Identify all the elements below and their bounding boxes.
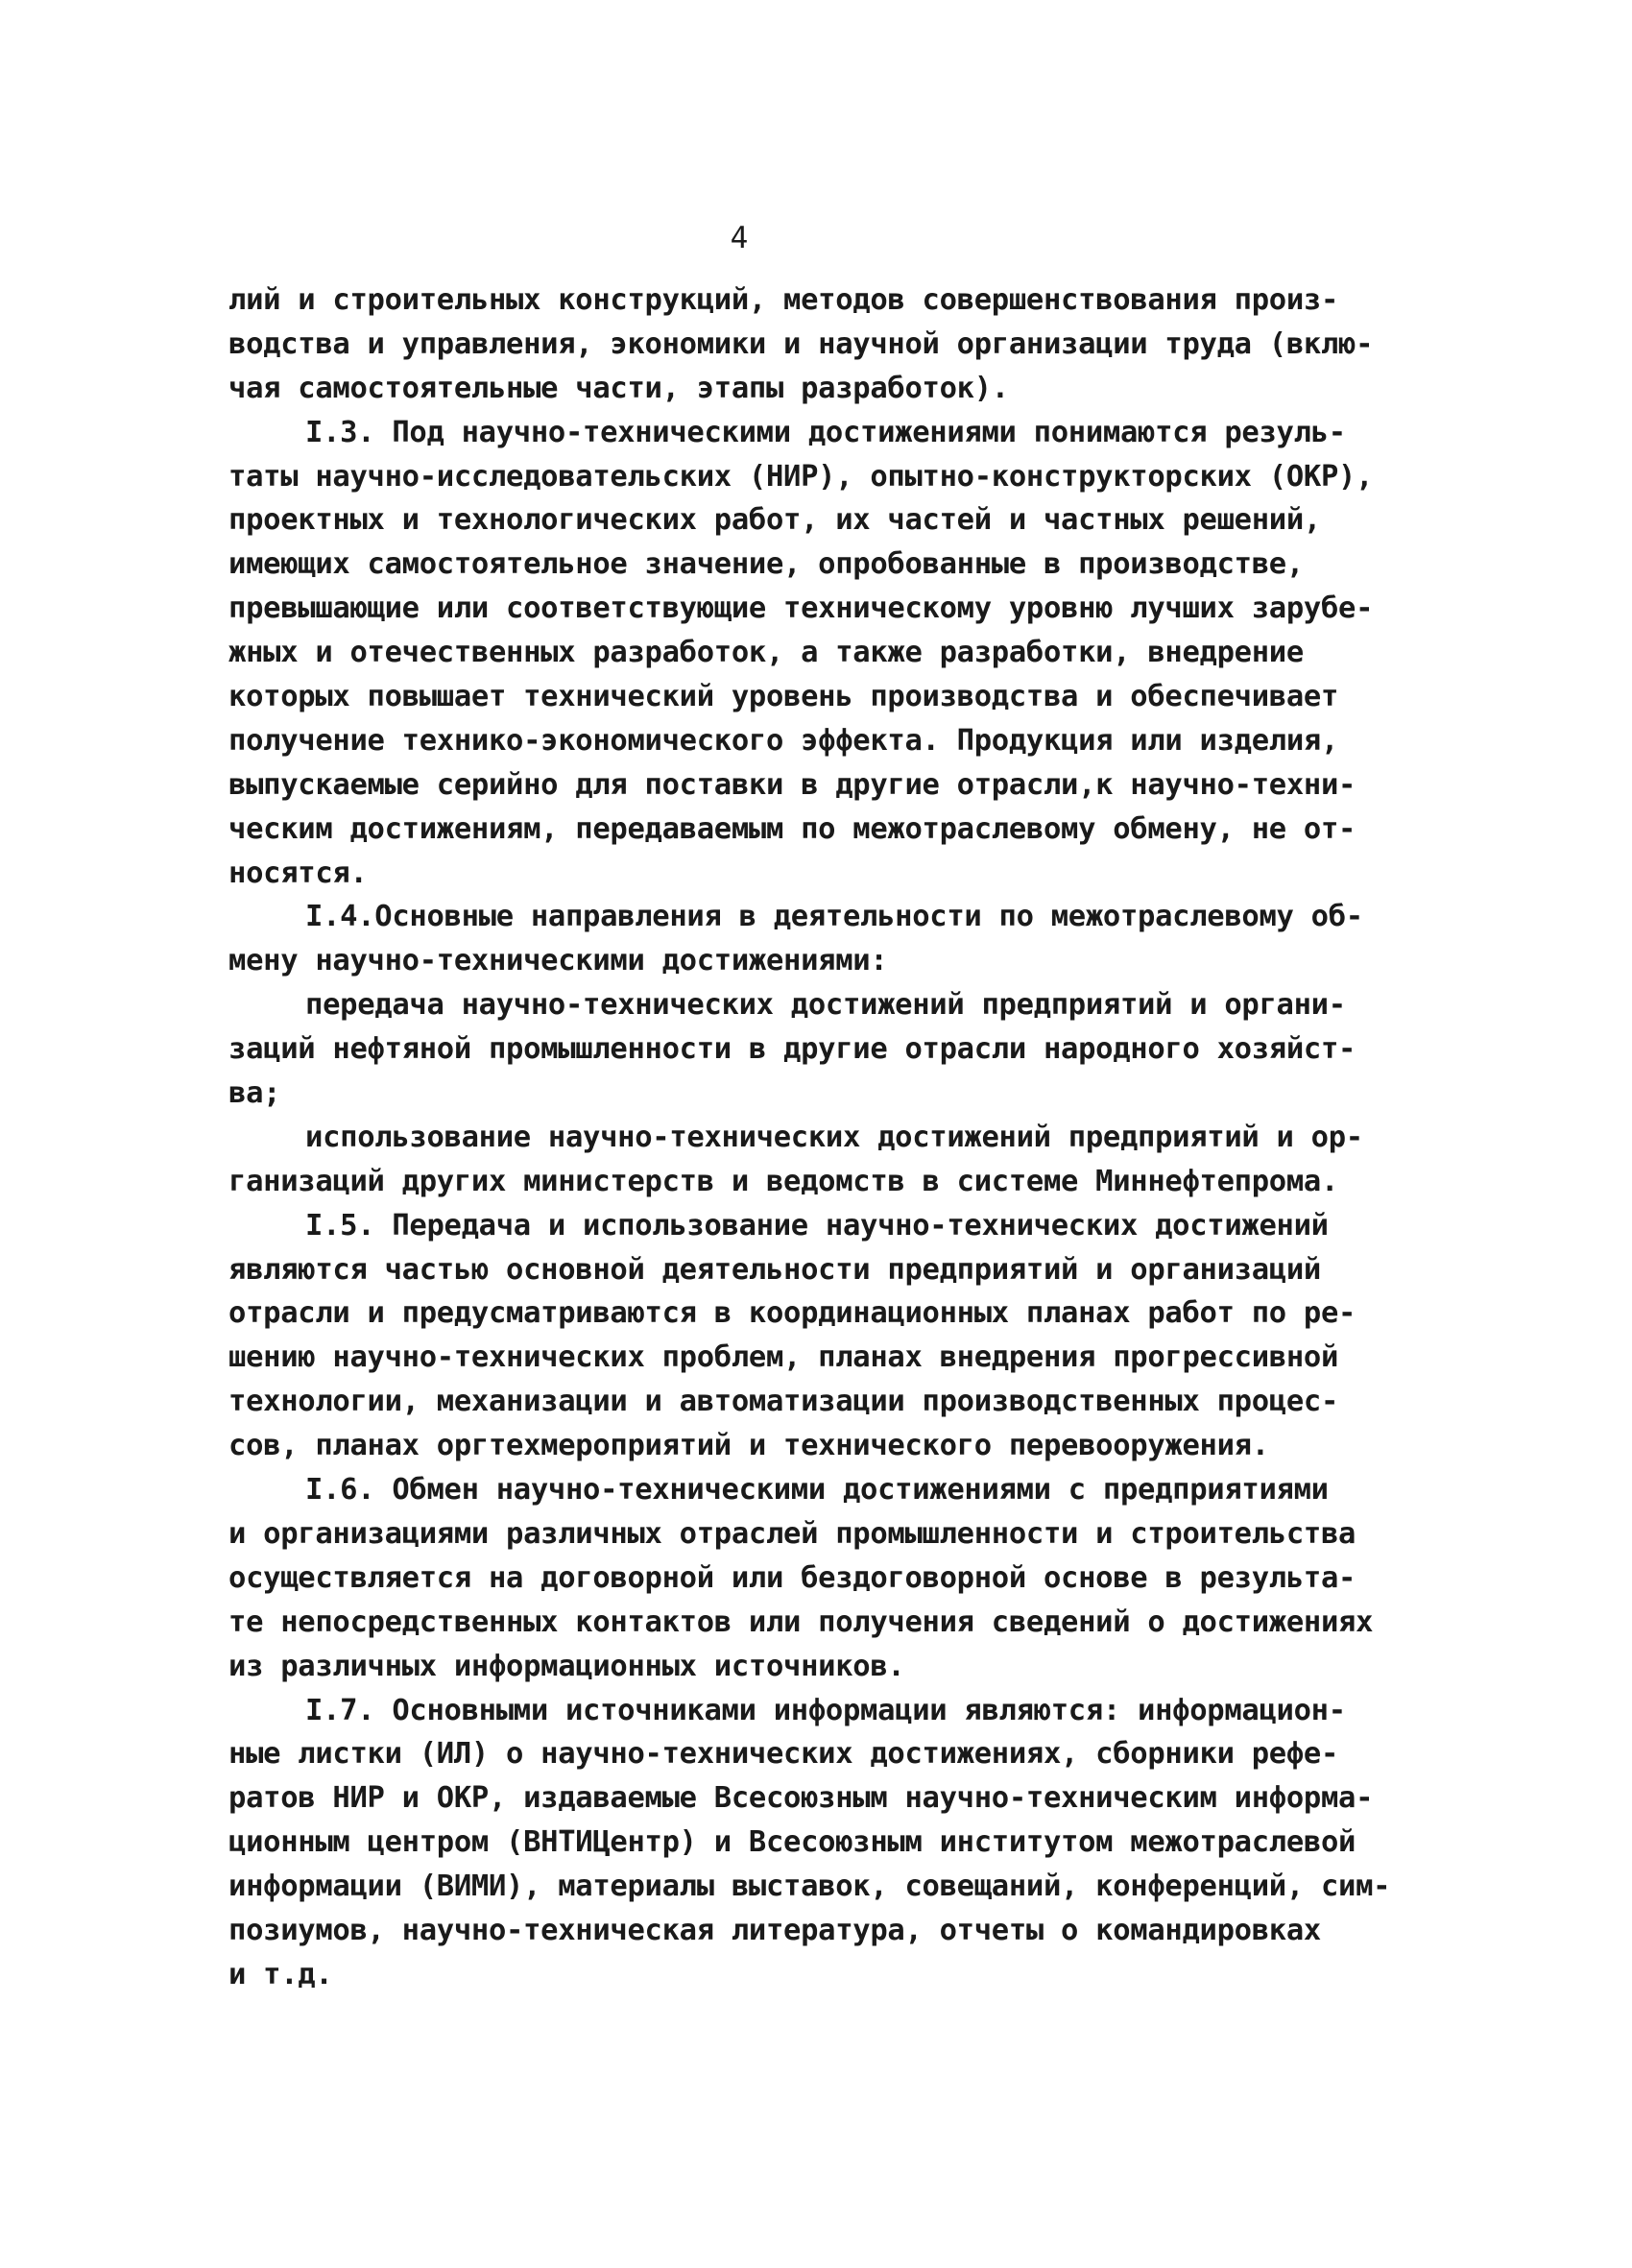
text-line: I.3. Под научно-техническими достижениями понимаются резуль- bbox=[305, 415, 1346, 449]
text-line: чая самостоятельные части, этапы разработок). bbox=[228, 371, 1009, 405]
text-line: превышающие или соответствующие техническому уровню лучших зарубе- bbox=[228, 591, 1374, 626]
text-line: ционным центром (ВНТИЦентр) и Всесоюзным институтом межотраслевой bbox=[228, 1825, 1356, 1860]
text-line: имеющих самостоятельное значение, опробованные в производстве, bbox=[228, 547, 1304, 582]
text-line: I.5. Передача и использование научно-технических достижений bbox=[305, 1208, 1329, 1243]
text-line: передача научно-технических достижений предприятий и органи- bbox=[305, 988, 1346, 1023]
text-line: и организациями различных отраслей промышленности и строительства bbox=[228, 1516, 1356, 1551]
text-line: и т.д. bbox=[228, 1957, 333, 1991]
text-line: выпускаемые серийно для поставки в другие отрасли,к научно-техни- bbox=[228, 767, 1356, 802]
text-line: ганизаций других министерств и ведомств в системе Миннефтепрома. bbox=[228, 1164, 1339, 1198]
text-line: сов, планах оргтехмероприятий и технического перевооружения. bbox=[228, 1429, 1269, 1463]
page-number: 4 bbox=[730, 221, 749, 255]
text-line: ческим достижениям, передаваемым по межотраслевому обмену, не от- bbox=[228, 811, 1356, 846]
text-line: проектных и технологических работ, их частей и частных решений, bbox=[228, 503, 1321, 538]
text-line: I.7. Основными источниками информации являются: информацион- bbox=[305, 1693, 1346, 1727]
text-line: технологии, механизации и автоматизации производственных процес- bbox=[228, 1385, 1339, 1419]
text-line: мену научно-техническими достижениями: bbox=[228, 944, 888, 978]
text-line: из различных информационных источников. bbox=[228, 1649, 905, 1683]
text-line: таты научно-исследовательских (НИР), опытно-конструкторских (ОКР), bbox=[228, 459, 1374, 494]
text-line: позиумов, научно-техническая литература, отчеты о командировках bbox=[228, 1913, 1321, 1947]
text-line: ва; bbox=[228, 1076, 281, 1111]
text-line: водства и управления, экономики и научной организации труда (вклю- bbox=[228, 326, 1374, 361]
text-line: те непосредственных контактов или получения сведений о достижениях bbox=[228, 1604, 1374, 1639]
text-line: шению научно-технических проблем, планах внедрения прогрессивной bbox=[228, 1340, 1339, 1375]
body-text bbox=[228, 278, 1448, 1997]
text-line: ные листки (ИЛ) о научно-технических достижениях, сборники рефе- bbox=[228, 1737, 1339, 1772]
text-line: жных и отечественных разработок, а также разработки, внедрение bbox=[228, 636, 1304, 670]
text-line: использование научно-технических достижений предприятий и ор- bbox=[305, 1120, 1363, 1154]
text-line: I.6. Обмен научно-техническими достижениями с предприятиями bbox=[305, 1473, 1329, 1508]
text-line: информации (ВИМИ), материалы выставок, совещаний, конференций, сим- bbox=[228, 1870, 1391, 1904]
text-line: осуществляется на договорной или бездоговорной основе в результа- bbox=[228, 1560, 1356, 1595]
text-line: заций нефтяной промышленности в другие отрасли народного хозяйст- bbox=[228, 1032, 1356, 1067]
text-line: получение технико-экономического эффекта. Продукция или изделия, bbox=[228, 723, 1339, 758]
text-line: которых повышает технический уровень производства и обеспечивает bbox=[228, 680, 1339, 714]
text-line: являются частью основной деятельности предприятий и организаций bbox=[228, 1252, 1321, 1287]
text-line: отрасли и предусматриваются в координационных планах работ по ре- bbox=[228, 1296, 1356, 1331]
text-line: носятся. bbox=[228, 856, 368, 890]
text-line: I.4.Основные направления в деятельности по межотраслевому об- bbox=[305, 900, 1363, 934]
text-line: лий и строительных конструкций, методов совершенствования произ- bbox=[228, 283, 1339, 317]
text-line: ратов НИР и ОКР, издаваемые Всесоюзным научно-техническим информа- bbox=[228, 1781, 1374, 1816]
